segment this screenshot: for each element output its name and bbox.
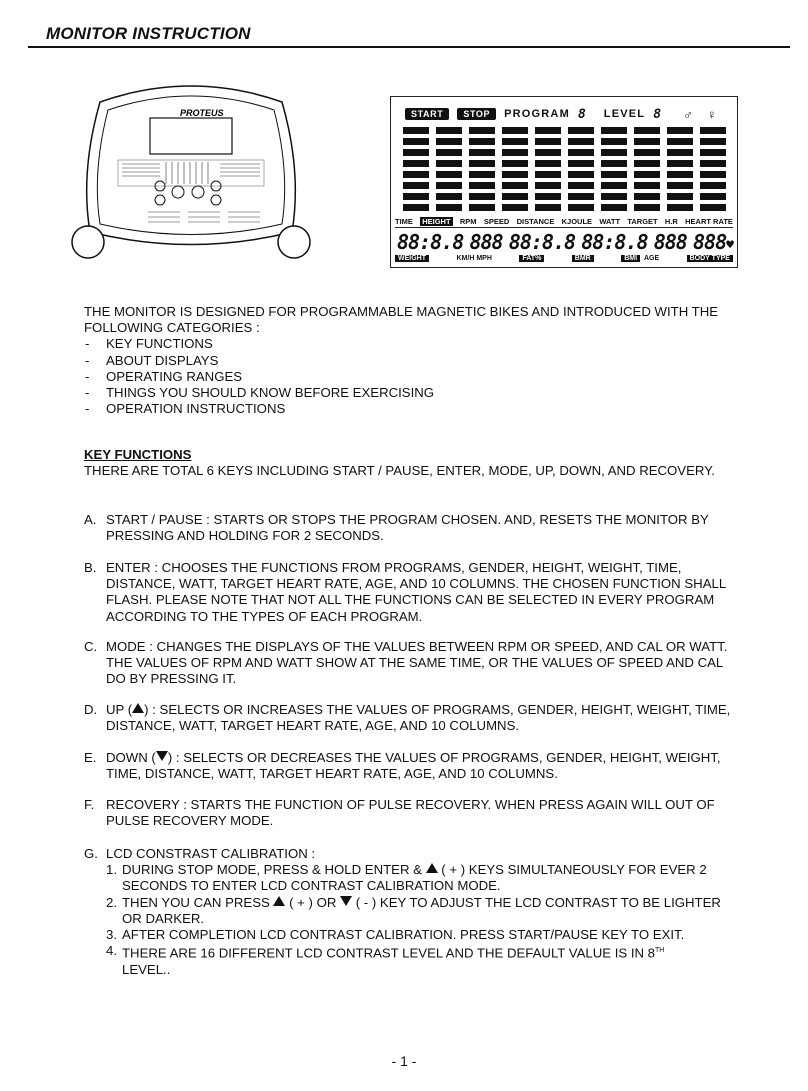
lcd-bar-segment: [568, 127, 594, 134]
heart-icon: ♥: [726, 238, 733, 253]
g2-text: ( - ) KEY TO ADJUST THE LCD CONTRAST TO BE LIGHTER OR DARKER.: [122, 894, 721, 926]
lcd-bar-segment: [667, 160, 693, 167]
lcd-label-distance: DISTANCE: [516, 217, 555, 226]
key-functions-summary: THERE ARE TOTAL 6 KEYS INCLUDING START / PAUSE, ENTER, MODE, UP, DOWN, AND RECOVERY.: [84, 463, 715, 479]
lcd-bar-segment: [436, 204, 462, 211]
lcd-bar-segment: [568, 160, 594, 167]
page-title: MONITOR INSTRUCTION: [46, 24, 251, 43]
category-item: - KEY FUNCTIONS: [84, 336, 734, 352]
lcd-bar-segment: [436, 138, 462, 145]
lcd-bar-segment: [568, 149, 594, 156]
g4-text: THERE ARE 16 DIFFERENT LCD CONTRAST LEVEL AND THE DEFAULT VALUE IS IN 8: [122, 945, 656, 961]
lcd-bar-segment: [469, 182, 495, 189]
lcd-bar-segment: [436, 193, 462, 200]
lcd-bar-segment: [568, 138, 594, 145]
lcd-bar-segment: [403, 149, 429, 156]
male-figure-icon: ♂: [683, 106, 693, 122]
down-arrow-icon: [340, 896, 352, 906]
lcd-stop-indicator: STOP: [457, 108, 496, 120]
lcd-label-rpm: RPM: [459, 217, 477, 226]
key-c-label: C.: [84, 639, 98, 654]
lcd-bar-segment: [568, 204, 594, 211]
lcd-bar-segment: [700, 138, 726, 145]
key-e-label: E.: [84, 750, 97, 765]
lcd-bar-segment: [700, 149, 726, 156]
lcd-bar-segment: [469, 149, 495, 156]
key-g: [84, 846, 734, 978]
g1-text: ( + ) KEYS SIMULTANEOUSLY FOR EVER 2 SECONDS TO ENTER LCD CONTRAST CALIBRATION MODE.: [122, 862, 707, 894]
lcd-label-height: HEIGHT: [422, 217, 451, 226]
lcd-bar-segment: [700, 193, 726, 200]
key-e-prefix: DOWN (: [106, 750, 156, 765]
lcd-digits-time: 88:8.8: [397, 230, 464, 254]
lcd-bar-segment: [502, 171, 528, 178]
lcd-display-diagram: [390, 96, 738, 268]
lcd-program-digit: 8: [577, 106, 586, 122]
lcd-bar-segment: [535, 182, 561, 189]
lcd-bar-segment: [469, 193, 495, 200]
lcd-bar-segment: [601, 171, 627, 178]
lcd-bar-segment: [601, 138, 627, 145]
lcd-digits-rpm: 888: [469, 230, 503, 254]
key-e: [84, 750, 734, 782]
key-g-text: LCD CONSTRAST CALIBRATION :: [106, 846, 316, 861]
lcd-bar-segment: [436, 160, 462, 167]
lcd-bar-segment: [700, 182, 726, 189]
lcd-bar-segment: [667, 149, 693, 156]
lcd-bar-segment: [469, 127, 495, 134]
key-f-label: F.: [84, 797, 95, 812]
lcd-bar-segment: [568, 171, 594, 178]
g2-label: 2.: [106, 894, 117, 910]
intro-section: [84, 304, 734, 417]
lcd-bar-segment: [403, 193, 429, 200]
lcd-digits-target: 888: [653, 230, 687, 254]
lcd-bar-segment: [535, 204, 561, 211]
lcd-bottom-bmi-age: BMI AGE: [621, 255, 659, 262]
lcd-digit-row: [397, 230, 733, 254]
g2-prefix: THEN YOU CAN PRESS: [122, 894, 270, 910]
lcd-bar-segment: [403, 138, 429, 145]
lcd-label-time: TIME: [395, 217, 413, 226]
category-item: - ABOUT DISPLAYS: [84, 353, 734, 369]
key-functions-heading: KEY FUNCTIONS: [84, 447, 192, 462]
lcd-bar-segment: [700, 127, 726, 134]
lcd-bar-segment: [436, 182, 462, 189]
lcd-bar-segment: [535, 160, 561, 167]
lcd-bar-segment: [634, 149, 660, 156]
lcd-bar-segment: [502, 204, 528, 211]
key-c-text: MODE : CHANGES THE DISPLAYS OF THE VALUES BETWEEN RPM OR SPEED, AND CAL OR WATT. THE VALUES OF RPM AND WATT SHOW AT THE SAME TIME, OR THE VALUES OF SPEED AND CAL DO BY PRESSING IT.: [106, 639, 728, 687]
lcd-separator: [395, 227, 733, 228]
lcd-bar-segment: [634, 138, 660, 145]
lcd-label-watt: WATT: [599, 217, 621, 226]
lcd-bar-segment: [700, 160, 726, 167]
lcd-bar-segment: [403, 171, 429, 178]
g4-superscript: TH: [655, 947, 665, 955]
page-number: - 1 -: [391, 1053, 417, 1069]
console-illustration: [70, 82, 312, 262]
key-functions-section: [84, 447, 734, 479]
lcd-level-digit: 8: [653, 106, 662, 122]
female-figure-icon: ♀: [706, 106, 717, 122]
lcd-bar-segment: [502, 182, 528, 189]
key-d-prefix: UP (: [106, 702, 133, 717]
lcd-bar-segment: [469, 171, 495, 178]
lcd-bar-segment: [502, 127, 528, 134]
key-b-label: B.: [84, 560, 97, 575]
lcd-bar-segment: [634, 171, 660, 178]
intro-paragraph: THE MONITOR IS DESIGNED FOR PROGRAMMABLE MAGNETIC BIKES AND INTRODUCED WITH THE FOLLOWING CATEGORIES :: [84, 304, 719, 336]
lcd-label-heart-rate: HEART RATE: [685, 217, 733, 226]
console-svg: [70, 82, 312, 262]
lcd-label-hr: H.R: [664, 217, 678, 226]
lcd-bottom-weight: WEIGHT: [395, 255, 429, 262]
lcd-label-speed: SPEED: [483, 217, 510, 226]
lcd-bottom-row: [395, 255, 733, 262]
lcd-label-kjoule: KJOULE: [561, 217, 593, 226]
category-list: [84, 336, 734, 417]
key-a: [84, 512, 734, 544]
key-g-label: G.: [84, 846, 98, 861]
lcd-digits-distance: 88:8.8: [508, 230, 576, 254]
lcd-bar-segment: [700, 204, 726, 211]
lcd-bar-segment: [436, 127, 462, 134]
up-arrow-icon: [273, 896, 285, 906]
lcd-program-bars: [403, 127, 726, 211]
lcd-bottom-fat: FAT%: [519, 255, 544, 262]
lcd-level-label: LEVEL: [603, 108, 646, 120]
lcd-digits-heart: 888♥: [693, 230, 733, 254]
lcd-bar-segment: [469, 138, 495, 145]
lcd-bar-segment: [469, 204, 495, 211]
key-d: [84, 702, 734, 734]
key-f: [84, 797, 734, 829]
lcd-bar-segment: [568, 182, 594, 189]
key-a-label: A.: [84, 512, 97, 527]
lcd-bar-segment: [568, 193, 594, 200]
g1-label: 1.: [106, 862, 117, 878]
lcd-label-row: [395, 217, 733, 226]
lcd-bar-segment: [601, 149, 627, 156]
lcd-bar-segment: [535, 127, 561, 134]
lcd-program-label: PROGRAM: [504, 108, 570, 120]
up-arrow-icon: [426, 863, 438, 873]
lcd-bar-segment: [502, 160, 528, 167]
lcd-bar-segment: [634, 182, 660, 189]
lcd-bottom-bmr: BMR: [572, 255, 594, 262]
key-d-text: ) : SELECTS OR INCREASES THE VALUES OF PROGRAMS, GENDER, HEIGHT, WEIGHT, TIME, DISTANCE, WATT, TARGET HEART RATE, AGE, AND 10 COLUMNS.: [106, 702, 731, 734]
lcd-bottom-kmh: KM/H MPH: [456, 255, 492, 262]
lcd-start-indicator: START: [405, 108, 449, 120]
lcd-bar-segment: [634, 127, 660, 134]
lcd-bar-segment: [634, 204, 660, 211]
lcd-bar-segment: [436, 171, 462, 178]
category-item: - OPERATING RANGES: [84, 369, 734, 385]
lcd-bar-segment: [667, 182, 693, 189]
lcd-bottom-body-type: BODY TYPE: [687, 255, 733, 262]
g1-prefix: DURING STOP MODE, PRESS & HOLD ENTER &: [122, 862, 422, 878]
lcd-bar-segment: [667, 138, 693, 145]
lcd-bar-segment: [535, 149, 561, 156]
lcd-bar-segment: [667, 193, 693, 200]
g4-label: 4.: [106, 943, 117, 959]
category-item: - OPERATION INSTRUCTIONS: [84, 401, 734, 417]
key-c: [84, 639, 734, 688]
lcd-bar-segment: [601, 182, 627, 189]
lcd-bar-segment: [601, 193, 627, 200]
g2-mid: ( + ) OR: [289, 894, 337, 910]
lcd-bar-segment: [469, 160, 495, 167]
lcd-label-target: TARGET: [627, 217, 658, 226]
console-brand: PROTEUS: [180, 108, 224, 118]
key-e-text: ) : SELECTS OR DECREASES THE VALUES OF PROGRAMS, GENDER, HEIGHT, WEIGHT, TIME, DISTANCE, WATT, TARGET HEART RATE, AGE, AND 10 COLUMNS.: [106, 750, 721, 782]
key-f-text: RECOVERY : STARTS THE FUNCTION OF PULSE RECOVERY. WHEN PRESS AGAIN WILL OUT OF PULSE RECOVERY MODE.: [106, 797, 715, 829]
lcd-bar-segment: [601, 127, 627, 134]
lcd-bar-segment: [502, 138, 528, 145]
key-b: [84, 560, 734, 625]
lcd-bar-segment: [667, 171, 693, 178]
lcd-bar-segment: [601, 204, 627, 211]
lcd-bar-segment: [700, 171, 726, 178]
up-arrow-icon: [132, 703, 144, 713]
header-rule: [28, 46, 790, 48]
lcd-bar-segment: [667, 127, 693, 134]
category-item: - THINGS YOU SHOULD KNOW BEFORE EXERCISING: [84, 385, 734, 401]
g3-text: AFTER COMPLETION LCD CONTRAST CALIBRATION. PRESS START/PAUSE KEY TO EXIT.: [122, 927, 685, 943]
lcd-bar-segment: [667, 204, 693, 211]
g4-end: LEVEL..: [122, 961, 171, 977]
lcd-bar-segment: [535, 138, 561, 145]
lcd-bar-segment: [403, 182, 429, 189]
lcd-bar-segment: [403, 204, 429, 211]
lcd-bar-segment: [502, 193, 528, 200]
key-b-text: ENTER : CHOOSES THE FUNCTIONS FROM PROGRAMS, GENDER, HEIGHT, WEIGHT, TIME, DISTANCE, WATT, TARGET HEART RATE, AGE, AND 10 COLUMNS. THE CHOSEN FUNCTION SHALL FLASH. PLEASE NOTE THAT NOT ALL THE FUNCTIONS CAN BE SELECTED IN EVERY PROGRAM ACCORDING TO THE TYPES OF EACH PROGRAM.: [106, 560, 726, 624]
lcd-bar-segment: [634, 160, 660, 167]
lcd-bar-segment: [535, 171, 561, 178]
lcd-bar-segment: [403, 127, 429, 134]
g3-label: 3.: [106, 927, 117, 943]
lcd-top-row: [405, 106, 717, 122]
lcd-bar-segment: [634, 193, 660, 200]
lcd-bar-segment: [502, 149, 528, 156]
lcd-digits-kjoule: 88:8.8: [581, 230, 648, 254]
key-a-text: START / PAUSE : STARTS OR STOPS THE PROGRAM CHOSEN. AND, RESETS THE MONITOR BY PRESSING AND HOLDING FOR 2 SECONDS.: [106, 512, 709, 544]
down-arrow-icon: [156, 751, 168, 761]
lcd-bar-segment: [601, 160, 627, 167]
lcd-bar-segment: [436, 149, 462, 156]
key-d-label: D.: [84, 702, 98, 717]
lcd-bar-segment: [535, 193, 561, 200]
lcd-bar-segment: [403, 160, 429, 167]
